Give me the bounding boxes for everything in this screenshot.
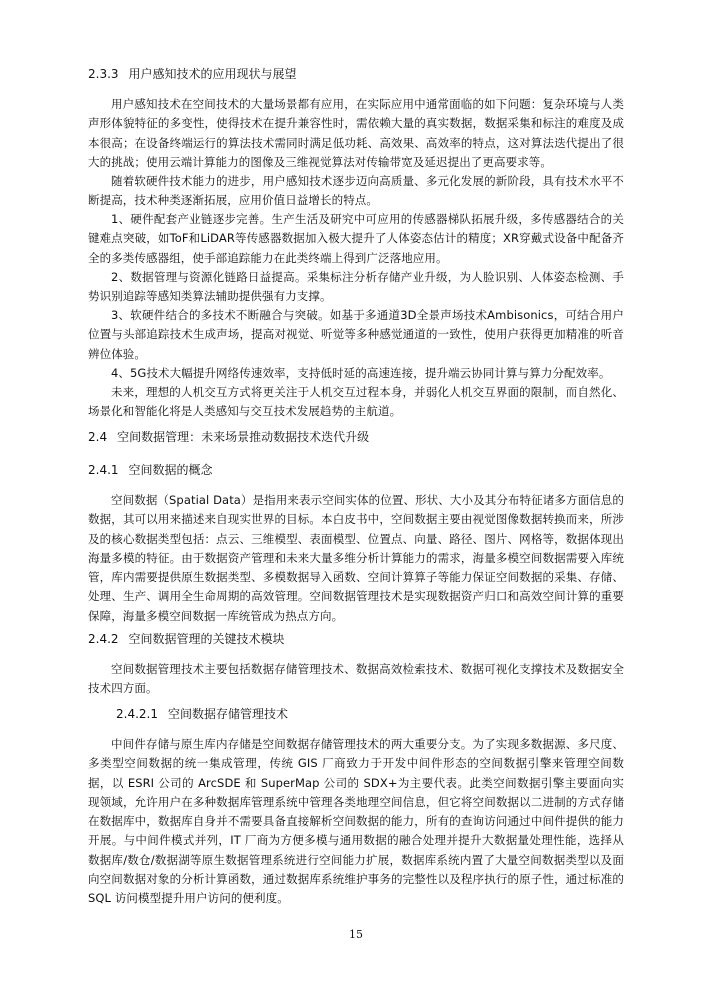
section-number: 2.3.3 [88,67,119,81]
paragraph-spatial-data-concept: 空间数据（Spatial Data）是指用来表示空间实体的位置、形状、大小及其分布特征诸多方面信息的数据，其可以用来描述来自现实世界的目标。本白皮书中，空间数据主要由视觉图像数据转换而来，所涉及的核心数据类型包括：点云、三维模型、表面模型、位置点、向量、路径、图片、网格等，数据体现出海量多模的特征。由于数据资产管理和未来大量多维分析计算能力的需求，海量多模空间数据需要入库统管，库内需要提供原生数据类型、多模数据导入函数、空间计算算子等能力保证空间数据的采集、存储、处理、生产、调用全生命周期的高效管理。空间数据管理技术是实现数据资产归口和高效空间计算的重要保障，海量多模空间数据一库统管成为热点方向。 [88,493,624,623]
section-title: 空间数据管理的关键技术模块 [128,632,285,646]
paragraph-key-modules: 空间数据管理技术主要包括数据存储管理技术、数据高效检索技术、数据可视化支撑技术及数据安全技术四方面。 [88,662,624,696]
paragraph-future: 未来，理想的人机交互方式将更关注于人机交互过程本身，并弱化人机交互界面的限制，而自然化、场景化和智能化将是人类感知与交互技术发展趋势的主航道。 [88,385,624,419]
paragraph-challenges: 用户感知技术在空间技术的大量场景都有应用，在实际应用中通常面临的如下问题：复杂环境与人类声形体貌特征的多变性，使得技术在提升兼容性时，需依赖大量的真实数据，数据采集和标注的难度及成本很高；在设备终端运行的算法技术需同时满足低功耗、高效果、高效率的特点，这对算法迭代提出了很大的挑战；使用云端计算能力的图像及三维视觉算法对传输带宽及延迟提出了更高要求等。 [88,97,624,169]
paragraph-hardware: 1、硬件配套产业链逐步完善。生产生活及研究中可应用的传感器梯队拓展升级，多传感器结合的关键难点突破，如ToF和LiDAR等传感器数据加入极大提升了人体姿态估计的精度；XR穿戴式设备中配备齐全的多类传感器组，使手部追踪能力在此类终端上得到广泛落地应用。 [88,212,624,265]
section-heading-2-3-3 [88,66,624,83]
section-heading-2-4-2 [88,631,624,648]
page-number: 15 [349,928,363,941]
paragraph-development: 随着软硬件技术能力的进步，用户感知技术逐步迈向高质量、多元化发展的新阶段，具有技术水平不断提高，技术种类逐渐拓展，应用价值日益增长的特点。 [88,174,624,208]
paragraph-storage-management: 中间件存储与原生库内存储是空间数据存储管理技术的两大重要分支。为了实现多数据源、多尺度、多类型空间数据的统一集成管理，传统 GIS 厂商致力于开发中间件形态的空间数据引擎来管理空间数据，以 ESRI 公司的 ArcSDE 和 SuperMap 公司的 SDX+为主要代表。此类空间数据引擎主要面向实现领域，允许用户在多种数据库管理系统中管理各类地理空间信息，但它将空间数据以二进制的方式存储在数据库中，数据库自身并不需要具备直接解析空间数据的能力，所有的查询访问通过中间件提供的能力开展。与中间件模式并列，IT 厂商为方便多模与通用数据的融合处理并提升大数据量处理性能，选择从数据库/数仓/数据湖等原生数据管理系统进行空间能力扩展，数据库系统内置了大量空间数据类型以及面向空间数据对象的分析计算函数，通过数据库系统维护事务的完整性以及程序执行的原子性，通过标准的 SQL 访问模型提升用户访问的便利度。 [88,737,624,906]
document-page [88,0,624,1004]
paragraph-5g: 4、5G技术大幅提升网络传速效率，支持低时延的高速连接，提升端云协同计算与算力分配效率。 [111,366,611,380]
paragraph-data-management: 2、数据管理与资源化链路日益提高。采集标注分析存储产业升级，为人脸识别、人体姿态检测、手势识别追踪等感知类算法辅助提供强有力支撑。 [88,270,624,304]
section-number: 2.4.2 [88,632,119,646]
section-title: 空间数据的概念 [128,463,213,477]
paragraph-software-hardware: 3、软硬件结合的多技术不断融合与突破。如基于多通道3D全景声场技术Ambisonics，可结合用户位置与头部追踪技术生成声场，提高对视觉、听觉等多种感觉通道的一致性，使用户获得更加精准的听音辨位体验。 [88,308,624,361]
section-number: 2.4.2.1 [116,707,158,721]
section-number: 2.4.1 [88,463,119,477]
section-heading-2-4-2-1 [116,706,652,723]
section-number: 2.4 [88,430,108,444]
section-title: 空间数据管理：未来场景推动数据技术迭代升级 [117,430,370,444]
section-heading-2-4-1 [88,462,624,479]
section-heading-2-4 [88,429,624,446]
section-title: 用户感知技术的应用现状与展望 [128,67,297,81]
section-title: 空间数据存储管理技术 [167,707,288,721]
